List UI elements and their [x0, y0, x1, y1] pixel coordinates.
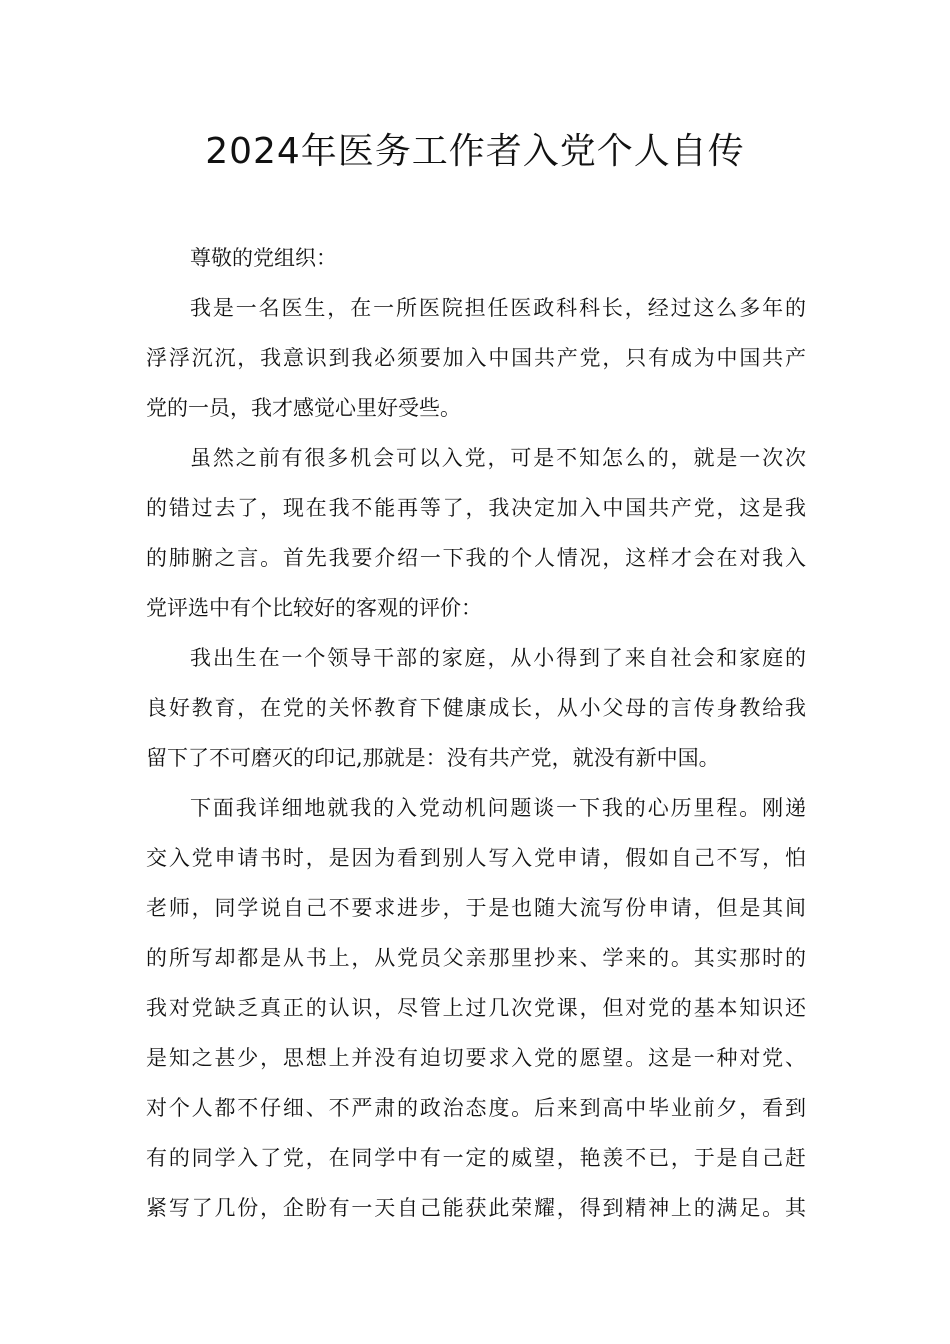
document-title: 2024年医务工作者入党个人自传 — [205, 131, 745, 172]
text-line: 留下了不可磨灭的印记,那就是：没有共产党，就没有新中国。 — [146, 746, 720, 770]
document-body — [146, 233, 806, 1233]
text-line: 的错过去了，现在我不能再等了，我决定加入中国共产党，这是我 — [146, 496, 806, 520]
text-line: 良好教育，在党的关怀教育下健康成长，从小父母的言传身教给我 — [146, 696, 806, 720]
text-line: 对个人都不仔细、不严肃的政治态度。后来到高中毕业前夕，看到 — [146, 1096, 806, 1120]
text-line: 浮浮沉沉，我意识到我必须要加入中国共产党，只有成为中国共产 — [146, 346, 806, 370]
text-line: 党评选中有个比较好的客观的评价： — [146, 596, 482, 620]
text-line: 我出生在一个领导干部的家庭，从小得到了来自社会和家庭的 — [190, 646, 806, 670]
text-line: 交入党申请书时，是因为看到别人写入党申请，假如自己不写，怕 — [146, 846, 806, 870]
text-line: 我对党缺乏真正的认识，尽管上过几次党课，但对党的基本知识还 — [146, 996, 806, 1020]
text-line: 老师，同学说自己不要求进步，于是也随大流写份申请，但是其间 — [146, 896, 806, 920]
text-line: 尊敬的党组织： — [190, 246, 337, 270]
text-line: 党的一员，我才感觉心里好受些。 — [146, 396, 461, 420]
text-line: 的所写却都是从书上，从党员父亲那里抄来、学来的。其实那时的 — [146, 946, 806, 970]
text-line: 的肺腑之言。首先我要介绍一下我的个人情况，这样才会在对我入 — [146, 546, 806, 570]
text-line: 紧写了几份，企盼有一天自己能获此荣耀，得到精神上的满足。其 — [146, 1196, 806, 1220]
text-line: 有的同学入了党，在同学中有一定的威望，艳羡不已，于是自己赶 — [146, 1146, 806, 1170]
text-line: 我是一名医生，在一所医院担任医政科科长，经过这么多年的 — [190, 296, 806, 320]
text-line: 是知之甚少，思想上并没有迫切要求入党的愿望。这是一种对党、 — [146, 1046, 806, 1070]
text-line: 下面我详细地就我的入党动机问题谈一下我的心历里程。刚递 — [190, 796, 806, 820]
text-line: 虽然之前有很多机会可以入党，可是不知怎么的，就是一次次 — [190, 446, 806, 470]
